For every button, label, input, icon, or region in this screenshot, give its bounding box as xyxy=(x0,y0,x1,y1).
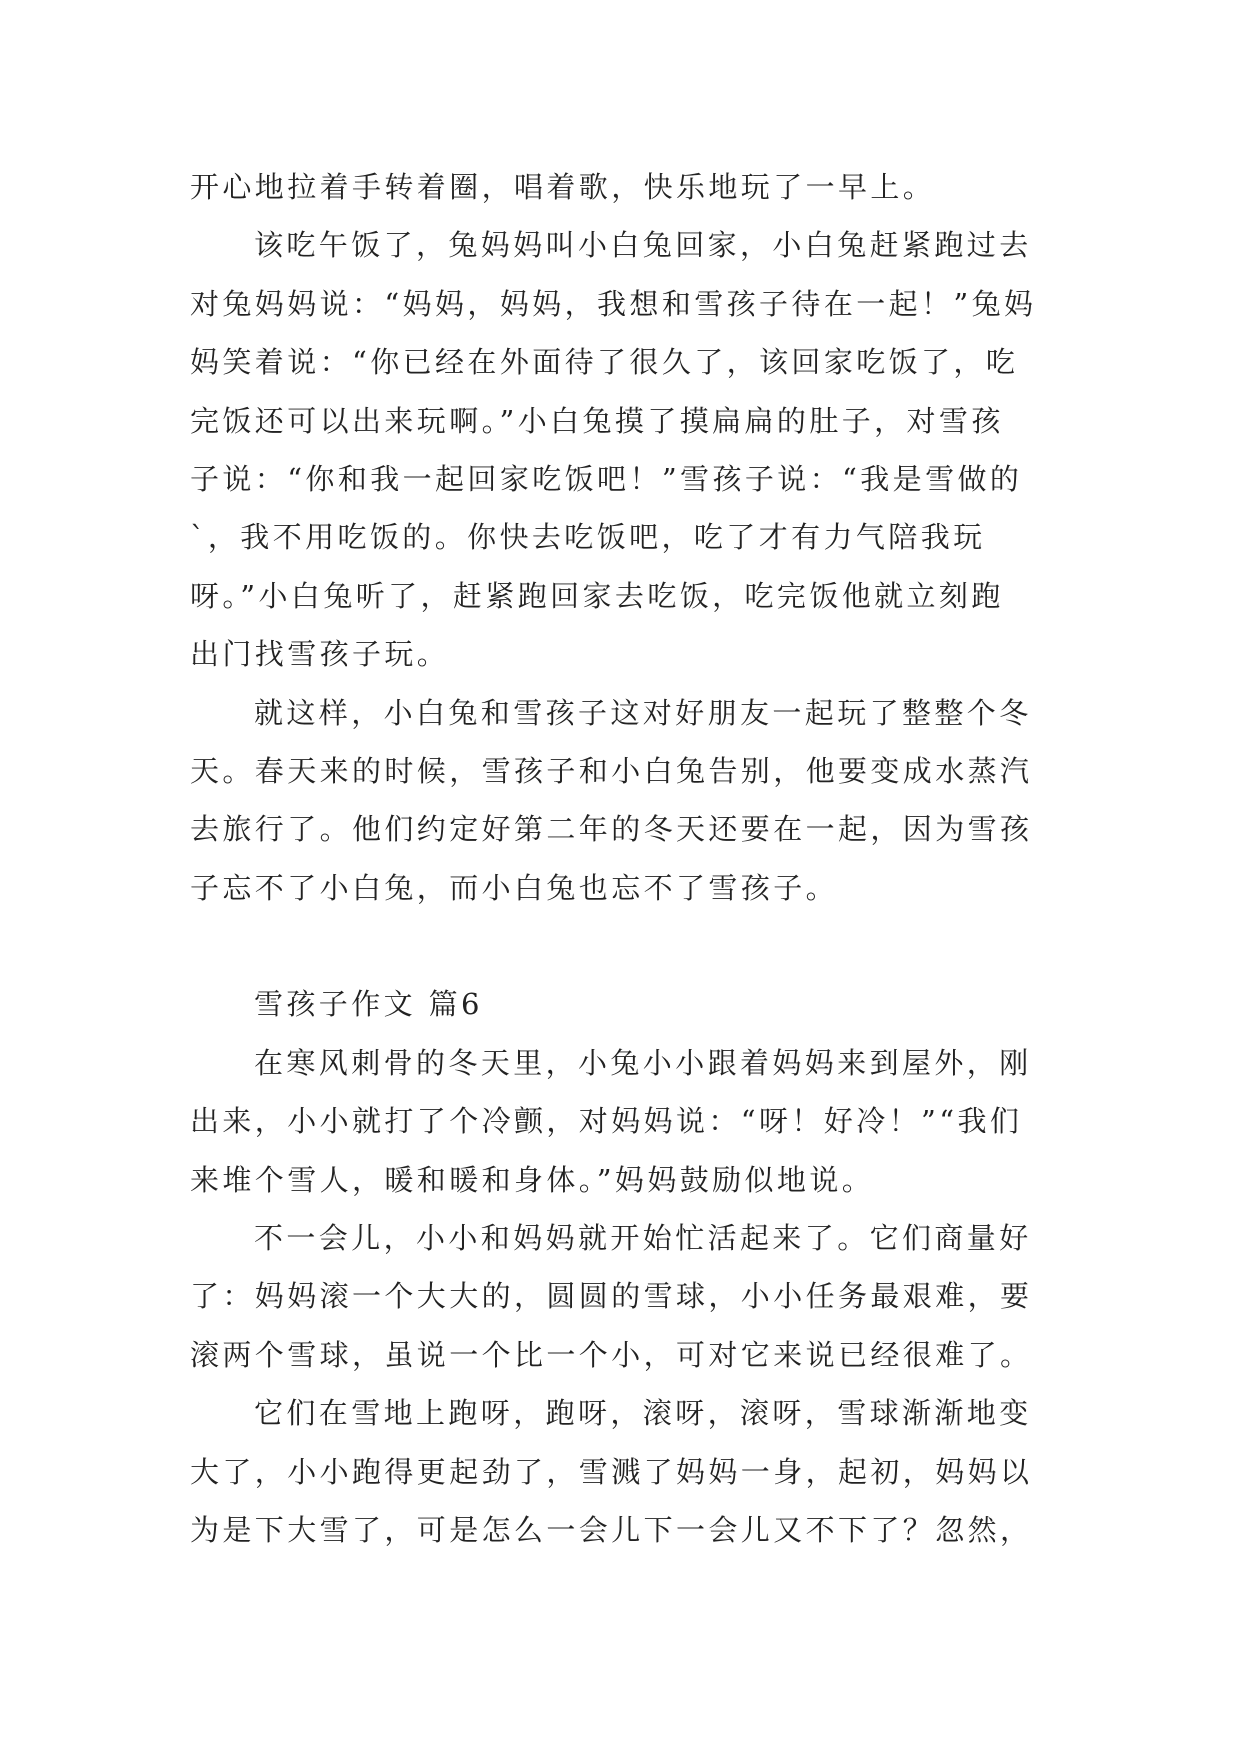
text-line: 去旅行了。他们约定好第二年的冬天还要在一起，因为雪孩 xyxy=(190,812,1033,847)
paragraph-first-line: 它们在雪地上跑呀，跑呀，滚呀，滚呀，雪球渐渐地变 xyxy=(254,1396,1032,1431)
paragraph-first-line: 该吃午饭了，兔妈妈叫小白兔回家，小白兔赶紧跑过去 xyxy=(254,228,1032,263)
text-line: 子忘不了小白兔，而小白兔也忘不了雪孩子。 xyxy=(190,870,839,905)
text-line: 子说：“你和我一起回家吃饭吧！”雪孩子说：“我是雪做的 xyxy=(190,461,1023,496)
section-heading: 雪孩子作文 篇6 xyxy=(254,987,483,1022)
text-line: 来堆个雪人，暖和暖和身体。”妈妈鼓励似地说。 xyxy=(190,1162,875,1197)
text-line: 开心地拉着手转着圈，唱着歌，快乐地玩了一早上。 xyxy=(190,170,936,204)
paragraph-first-line: 就这样，小白兔和雪孩子这对好朋友一起玩了整整个冬 xyxy=(254,695,1032,730)
document-body xyxy=(190,158,1062,1559)
text-line: 呀。”小白兔听了，赶紧跑回家去吃饭，吃完饭他就立刻跑 xyxy=(190,578,1004,613)
blank-line xyxy=(190,917,1062,975)
text-line: 出来，小小就打了个冷颤，对妈妈说：“呀！好冷！”“我们 xyxy=(190,1104,1023,1139)
text-line: 天。春天来的时候，雪孩子和小白兔告别，他要变成水蒸汽 xyxy=(190,753,1033,788)
text-line: 完饭还可以出来玩啊。”小白兔摸了摸扁扁的肚子，对雪孩 xyxy=(190,403,1004,438)
text-line: 大了，小小跑得更起劲了，雪溅了妈妈一身，起初，妈妈以 xyxy=(190,1454,1033,1489)
text-line: 滚两个雪球，虽说一个比一个小，可对它来说已经很难了。 xyxy=(190,1337,1033,1372)
paragraph-first-line: 在寒风刺骨的冬天里，小兔小小跟着妈妈来到屋外，刚 xyxy=(254,1045,1032,1080)
text-line: 了：妈妈滚一个大大的，圆圆的雪球，小小任务最艰难，要 xyxy=(190,1279,1033,1314)
paragraph-first-line: 不一会儿，小小和妈妈就开始忙活起来了。它们商量好 xyxy=(254,1221,1032,1256)
text-line: 为是下大雪了，可是怎么一会儿下一会儿又不下了？忽然， xyxy=(190,1512,1033,1547)
text-line: 对兔妈妈说：“妈妈，妈妈，我想和雪孩子待在一起！”兔妈 xyxy=(190,286,1037,321)
text-line: `，我不用吃饭的。你快去吃饭吧，吃了才有力气陪我玩 xyxy=(190,520,986,555)
text-line: 出门找雪孩子玩。 xyxy=(190,637,450,672)
text-line: 妈笑着说：“你已经在外面待了很久了，该回家吃饭了，吃 xyxy=(190,345,1019,380)
